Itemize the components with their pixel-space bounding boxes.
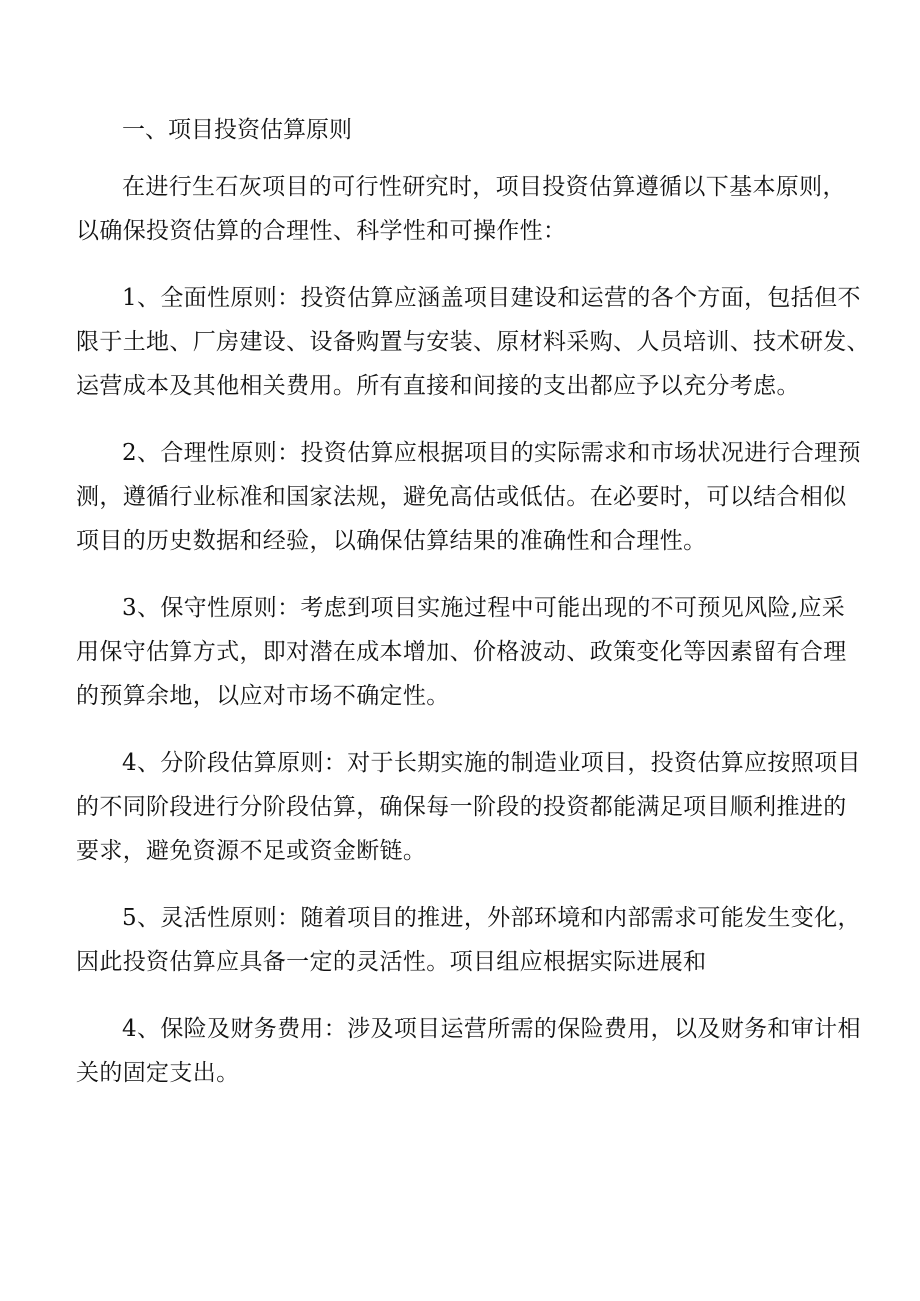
paragraph-line: 因此投资估算应具备一定的灵活性。项目组应根据实际进展和	[76, 949, 707, 975]
paragraph-line: 测，遵循行业标准和国家法规，避免高估或低估。在必要时，可以结合相似	[76, 484, 847, 510]
paragraph-line: 4、分阶段估算原则：对于长期实施的制造业项目，投资估算应按照项目	[122, 750, 861, 776]
paragraph-line: 在进行生石灰项目的可行性研究时，项目投资估算遵循以下基本原则，	[122, 174, 846, 200]
paragraph-line: 4、保险及财务费用：涉及项目运营所需的保险费用，以及财务和审计相	[122, 1016, 861, 1042]
paragraph-line: 限于土地、厂房建设、设备购置与安装、原材料采购、人员培训、技术研发、	[76, 329, 870, 355]
paragraph-line: 的预算余地，以应对市场不确定性。	[76, 683, 450, 709]
paragraph-phased-principle	[76, 741, 860, 873]
paragraph-line: 5、灵活性原则：随着项目的推进，外部环境和内部需求可能发生变化，	[122, 905, 861, 931]
paragraph-line: 要求，避免资源不足或资金断链。	[76, 838, 427, 864]
paragraph-line: 2、合理性原则：投资估算应根据项目的实际需求和市场状况进行合理预	[122, 440, 861, 466]
paragraph-line: 3、保守性原则：考虑到项目实施过程中可能出现的不可预见风险,应采	[122, 595, 846, 621]
paragraph-line: 项目的历史数据和经验，以确保估算结果的准确性和合理性。	[76, 528, 707, 554]
document-page	[76, 108, 870, 1118]
paragraph-line: 以确保投资估算的合理性、科学性和可操作性：	[76, 218, 567, 244]
paragraph-insurance-finance	[76, 1007, 860, 1095]
paragraph-line: 用保守估算方式，即对潜在成本增加、价格波动、政策变化等因素留有合理	[76, 639, 847, 665]
paragraph-line: 关的固定支出。	[76, 1060, 240, 1086]
paragraph-line: 1、全面性原则：投资估算应涵盖项目建设和运营的各个方面，包括但不	[122, 285, 861, 311]
paragraph-rationality-principle	[76, 431, 860, 563]
paragraph-line: 运营成本及其他相关费用。所有直接和间接的支出都应予以充分考虑。	[76, 373, 800, 399]
paragraph-flexibility-principle	[76, 896, 860, 984]
paragraph-comprehensive-principle	[76, 276, 870, 408]
section-heading: 一、项目投资估算原则	[122, 117, 352, 143]
paragraph-line: 的不同阶段进行分阶段估算，确保每一阶段的投资都能满足项目顺利推进的	[76, 794, 847, 820]
paragraph-intro	[76, 165, 860, 253]
paragraph-conservative-principle	[76, 586, 860, 718]
